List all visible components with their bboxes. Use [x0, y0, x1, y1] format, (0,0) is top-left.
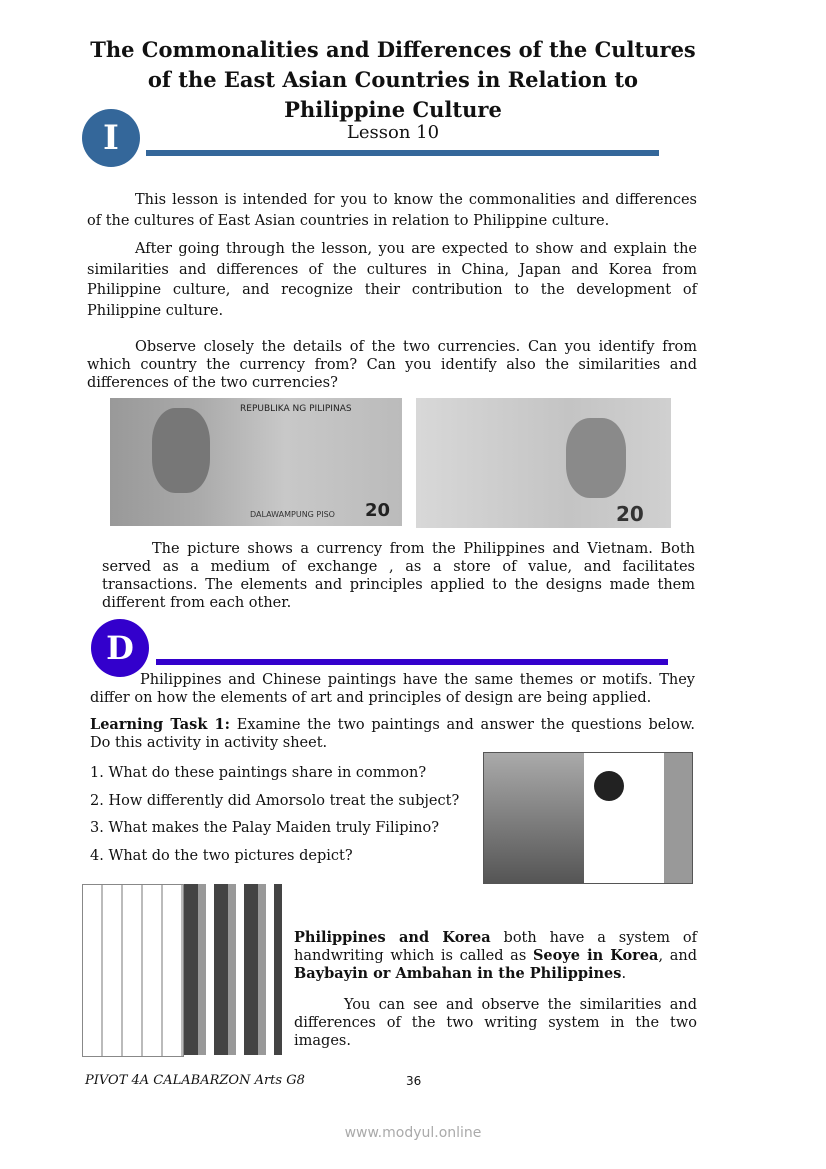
- title-line: The Commonalities and Differences of the Cultures: [90, 37, 696, 62]
- intro-paragraph: After going through the lesson, you are expected to show and explain the similarities and differences of the cultures in China, Japan and Korea from Philippine culture, and recognize their contribution to the development of Philippine culture.: [87, 241, 697, 319]
- task-text: Examine the two paintings and answer the questions below. Do this activity in activity sheet.: [90, 717, 695, 751]
- banknote-text: REPUBLIKA NG PILIPINAS: [240, 404, 352, 414]
- bold-text: Philippines and Korea: [294, 929, 491, 946]
- bold-text: Seoye in Korea: [532, 947, 659, 964]
- portrait-shape: [152, 408, 210, 493]
- list-item: 3. What makes the Palay Maiden truly Filipino?: [90, 820, 439, 836]
- text: , and: [658, 948, 697, 964]
- banknote-value: 20: [616, 502, 644, 526]
- bamboo-painting: [184, 884, 282, 1055]
- lesson-number: Lesson 10: [346, 122, 440, 143]
- page-number: 36: [406, 1074, 422, 1088]
- title-line: Philippine Culture: [284, 97, 502, 122]
- list-item: 1. What do these paintings share in common?: [90, 765, 427, 781]
- philippine-banknote-image: [110, 398, 402, 526]
- text: both have a system of handwriting which is called as: [294, 930, 697, 964]
- calligraphy-image: [82, 884, 282, 1055]
- section-divider: [146, 150, 659, 156]
- bold-text: Baybayin or Ambahan in the Philippines: [294, 965, 622, 982]
- section-i-badge: I: [82, 109, 140, 167]
- portrait-shape: [566, 418, 626, 498]
- watermark: www.modyul.online: [344, 1125, 482, 1141]
- currency-caption: The picture shows a currency from the Philippines and Vietnam. Both served as a medium of exchange , as a store of value, and facilitates transactions. The elements and principles applied to the designs made them different from each other.: [102, 541, 695, 611]
- paintings-image: [483, 752, 693, 884]
- seoye-script: [82, 884, 184, 1057]
- learning-task: [90, 716, 695, 752]
- intro-paragraph: Observe closely the details of the two currencies. Can you identify from which country the currency from? Can you identify also the similarities and differences of the two currencies?: [87, 339, 697, 391]
- vietnam-banknote-image: [416, 398, 671, 528]
- paintings-paragraph: Philippines and Chinese paintings have the same themes or motifs. They differ on how the elements of art and principles of design are being applied.: [90, 672, 695, 706]
- writing-paragraph: [294, 929, 697, 983]
- text: .: [621, 966, 627, 982]
- list-item: 4. What do the two pictures depict?: [90, 848, 353, 864]
- question-list: [90, 765, 480, 875]
- banknote-text: DALAWAMPUNG PISO: [250, 510, 335, 519]
- list-item: 2. How differently did Amorsolo treat the subject?: [90, 793, 460, 809]
- intro-paragraph: This lesson is intended for you to know the commonalities and differences of the cultures of East Asian countries in relation to Philippine culture.: [87, 192, 697, 229]
- task-label: Learning Task 1:: [90, 716, 230, 733]
- palay-maiden-painting: [484, 753, 584, 883]
- writing-paragraph: You can see and observe the similarities and differences of the two writing system in the two images.: [294, 997, 697, 1049]
- section-divider: [156, 659, 668, 665]
- chinese-painting: [586, 753, 692, 883]
- banknote-value: 20: [365, 500, 391, 521]
- section-d-badge: D: [91, 619, 149, 677]
- title-line: of the East Asian Countries in Relation to: [147, 67, 639, 92]
- page-title: [60, 35, 726, 125]
- footer-title: PIVOT 4A CALABARZON Arts G8: [85, 1073, 305, 1088]
